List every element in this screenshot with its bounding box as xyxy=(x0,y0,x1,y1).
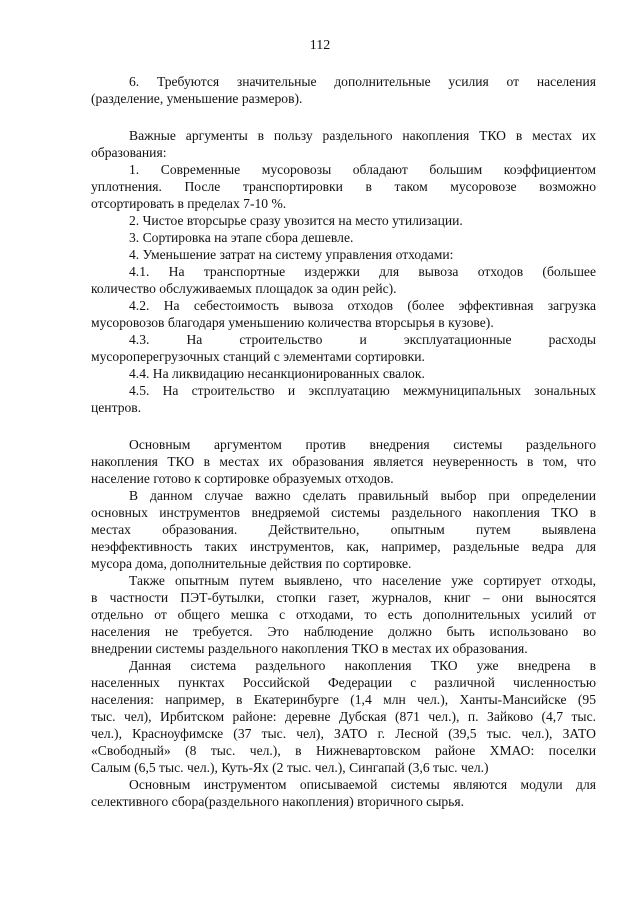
body-text xyxy=(91,436,596,810)
list-item-1: 1. Современные мусоровозы обладают большим коэффициентом xyxy=(129,162,596,177)
text-line: населенных пунктах Российской Федерации с различной численностью xyxy=(91,675,596,690)
text-line: накопления ТКО в местах их образования является неуверенность в том, что xyxy=(91,454,596,469)
text-line: «Свободный» (8 тыс. чел.), в Нижневартовском районе ХМАО: поселки xyxy=(91,743,596,758)
text-line: чел.), Красноуфимске (37 тыс. чел), ЗАТО г. Лесной (39,5 тыс. чел.), ЗАТО xyxy=(91,726,596,741)
paragraph-3: Также опытным путем выявлено, что население уже сортирует отходы, xyxy=(129,573,596,588)
text-line: количество обслуживаемых площадок за один рейс). xyxy=(91,281,397,296)
text-line: 6. Требуются значительные дополнительные усилия от населения xyxy=(129,74,596,89)
pros-intro xyxy=(91,127,596,161)
text-line: в частности ПЭТ-бутылки, стопки газет, журналов, книг – они выносятся xyxy=(91,590,596,605)
text-line: отдельно от общего мешка с отходами, то есть дополнительных усилий от xyxy=(91,607,596,622)
text-line: мусоровозов благодаря уменьшению количества вторсырья в кузове). xyxy=(91,315,494,330)
text-line: мусора дома, дополнительные действия по сортировке. xyxy=(91,556,412,571)
text-line: Салым (6,5 тыс. чел.), Куть-Ях (2 тыс. чел.), Сингапай (3,6 тыс. чел.) xyxy=(91,760,489,775)
text-line: мусороперегрузочных станций с элементами сортировки. xyxy=(91,349,425,364)
text-line: селективного сбора(раздельного накопления) вторичного сырья. xyxy=(91,794,464,809)
text-line: образования: xyxy=(91,145,167,160)
list-item-4-4: 4.4. На ликвидацию несанкционированных свалок. xyxy=(129,366,425,381)
paragraph-1: Основным аргументом против внедрения системы раздельного xyxy=(129,437,596,452)
list-item-4: 4. Уменьшение затрат на систему управления отходами: xyxy=(129,247,454,262)
text-line: уплотнения. После транспортировки в таком мусоровозе возможно xyxy=(91,179,596,194)
text-line: Важные аргументы в пользу раздельного накопления ТКО в местах их xyxy=(129,128,596,143)
text-line: местах образования. Действительно, опытным путем выявлена xyxy=(91,522,596,537)
text-line: внедрении системы раздельного накопления ТКО в местах их образования. xyxy=(91,641,528,656)
list-item-4-1: 4.1. На транспортные издержки для вывоза отходов (большее xyxy=(129,264,596,279)
text-line: тыс. чел), Ирбитском районе: деревне Дубская (871 чел.), п. Зайково (4,7 тыс. xyxy=(91,709,596,724)
point-6 xyxy=(91,73,596,107)
list-item-4-2: 4.2. На себестоимость вывоза отходов (более эффективная загрузка xyxy=(129,298,596,313)
list-item-3: 3. Сортировка на этапе сбора дешевле. xyxy=(129,230,354,245)
list-item-4-3: 4.3. На строительство и эксплуатационные расходы xyxy=(129,332,596,347)
text-line: (разделение, уменьшение размеров). xyxy=(91,91,303,106)
list-item-4-5: 4.5. На строительство и эксплуатацию межмуниципальных зональных xyxy=(129,383,596,398)
text-line: основных инструментов внедряемой системы раздельного накопления ТКО в xyxy=(91,505,596,520)
text-line: населения: например, в Екатеринбурге (1,4 млн чел.), Ханты-Мансийске (95 xyxy=(91,692,596,707)
page-number: 112 xyxy=(309,38,331,53)
pros-list xyxy=(91,161,596,416)
text-line: населения не требуется. Это наблюдение должно быть использовано во xyxy=(91,624,596,639)
paragraph-5: Основным инструментом описываемой системы являются модули для xyxy=(129,777,596,792)
paragraph-4: Данная система раздельного накопления ТКО уже внедрена в xyxy=(129,658,596,673)
text-line: отсортировать в пределах 7-10 %. xyxy=(91,196,287,211)
text-line: центров. xyxy=(91,400,142,415)
paragraph-2: В данном случае важно сделать правильный выбор при определении xyxy=(129,488,596,503)
text-line: неэффективность таких инструментов, как, например, раздельные ведра для xyxy=(91,539,596,554)
list-item-2: 2. Чистое вторсырье сразу увозится на место утилизации. xyxy=(129,213,463,228)
text-line: население готово к сортировке образуемых отходов. xyxy=(91,471,394,486)
